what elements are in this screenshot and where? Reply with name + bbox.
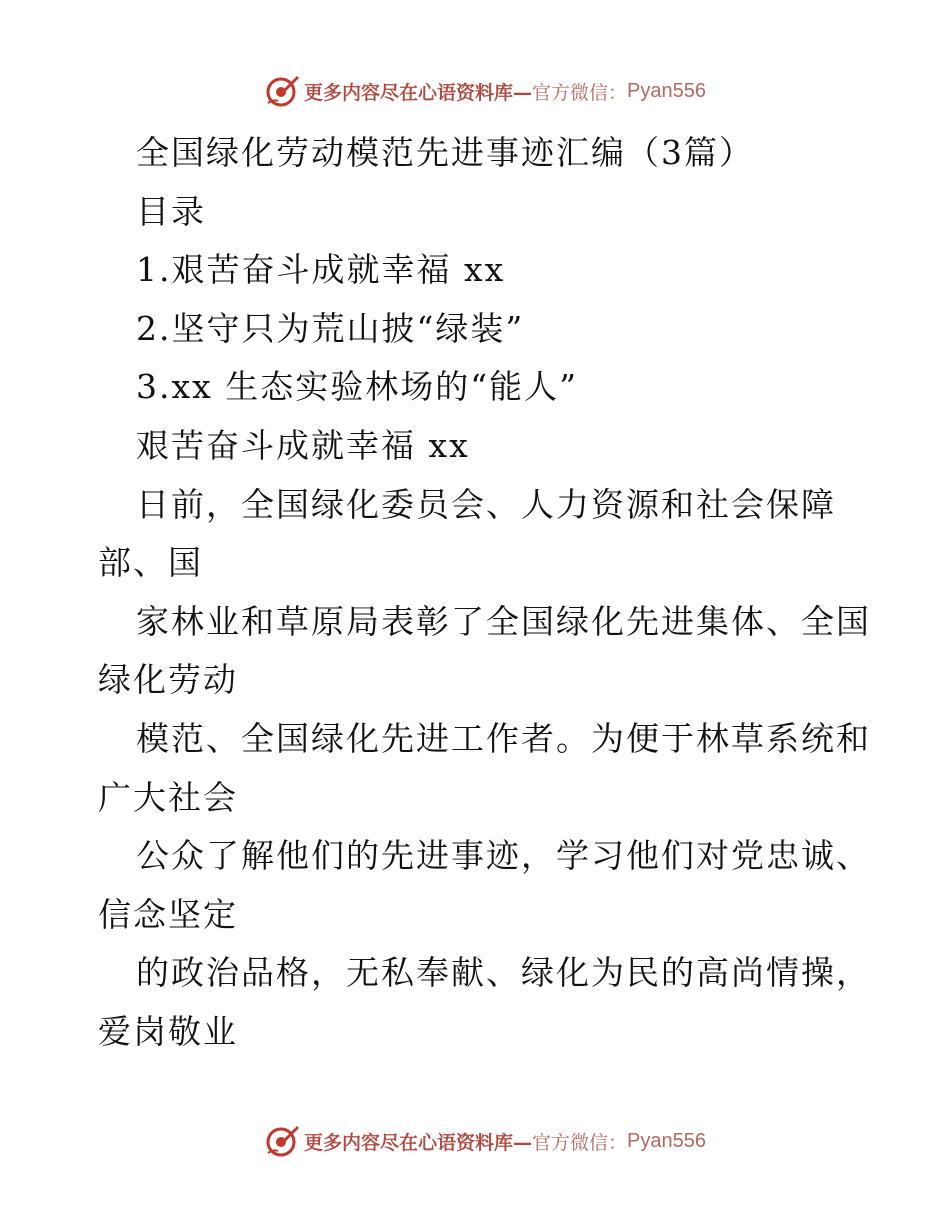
paragraph-line: 家林业和草原局表彰了全国绿化先进集体、全国 bbox=[136, 601, 871, 641]
document-body bbox=[98, 124, 871, 1062]
footer-banner bbox=[0, 1121, 950, 1161]
header-banner bbox=[0, 71, 950, 111]
banner-slogan: 更多内容尽在心语资料库— bbox=[304, 81, 533, 104]
toc-item: 1.艰苦奋斗成就幸福 xx bbox=[136, 250, 506, 290]
toc-heading: 目录 bbox=[136, 191, 206, 231]
banner-slogan: 更多内容尽在心语资料库— bbox=[304, 1131, 533, 1154]
paragraph-line: 模范、全国绿化先进工作者。为便于林草系统和 bbox=[136, 718, 871, 758]
paragraph-line: 公众了解他们的先进事迹，学习他们对党忠诚、 bbox=[136, 836, 871, 876]
banner-wechat-id: Pyan556 bbox=[627, 79, 706, 102]
paragraph-line: 的政治品格，无私奉献、绿化为民的高尚情操， bbox=[136, 953, 871, 993]
paragraph-line: 部、国 bbox=[98, 543, 203, 583]
paragraph-line: 日前，全国绿化委员会、人力资源和社会保障 bbox=[136, 484, 836, 524]
paragraph-line: 绿化劳动 bbox=[98, 660, 238, 700]
banner-wechat-label: 官方微信： bbox=[532, 1131, 628, 1154]
banner-wechat-id: Pyan556 bbox=[627, 1129, 706, 1152]
pen-logo-icon bbox=[264, 73, 300, 109]
paragraph-line: 广大社会 bbox=[98, 777, 238, 817]
document-title: 全国绿化劳动模范先进事迹汇编（3篇） bbox=[136, 133, 754, 172]
paragraph-line: 信念坚定 bbox=[98, 894, 238, 934]
section-heading: 艰苦奋斗成就幸福 xx bbox=[136, 425, 470, 465]
paragraph-line: 爱岗敬业 bbox=[98, 1011, 238, 1051]
banner-wechat-label: 官方微信： bbox=[532, 81, 628, 104]
toc-item: 2.坚守只为荒山披“绿装” bbox=[136, 308, 525, 348]
pen-logo-icon bbox=[264, 1123, 300, 1159]
toc-item: 3.xx 生态实验林场的“能人” bbox=[136, 367, 578, 407]
